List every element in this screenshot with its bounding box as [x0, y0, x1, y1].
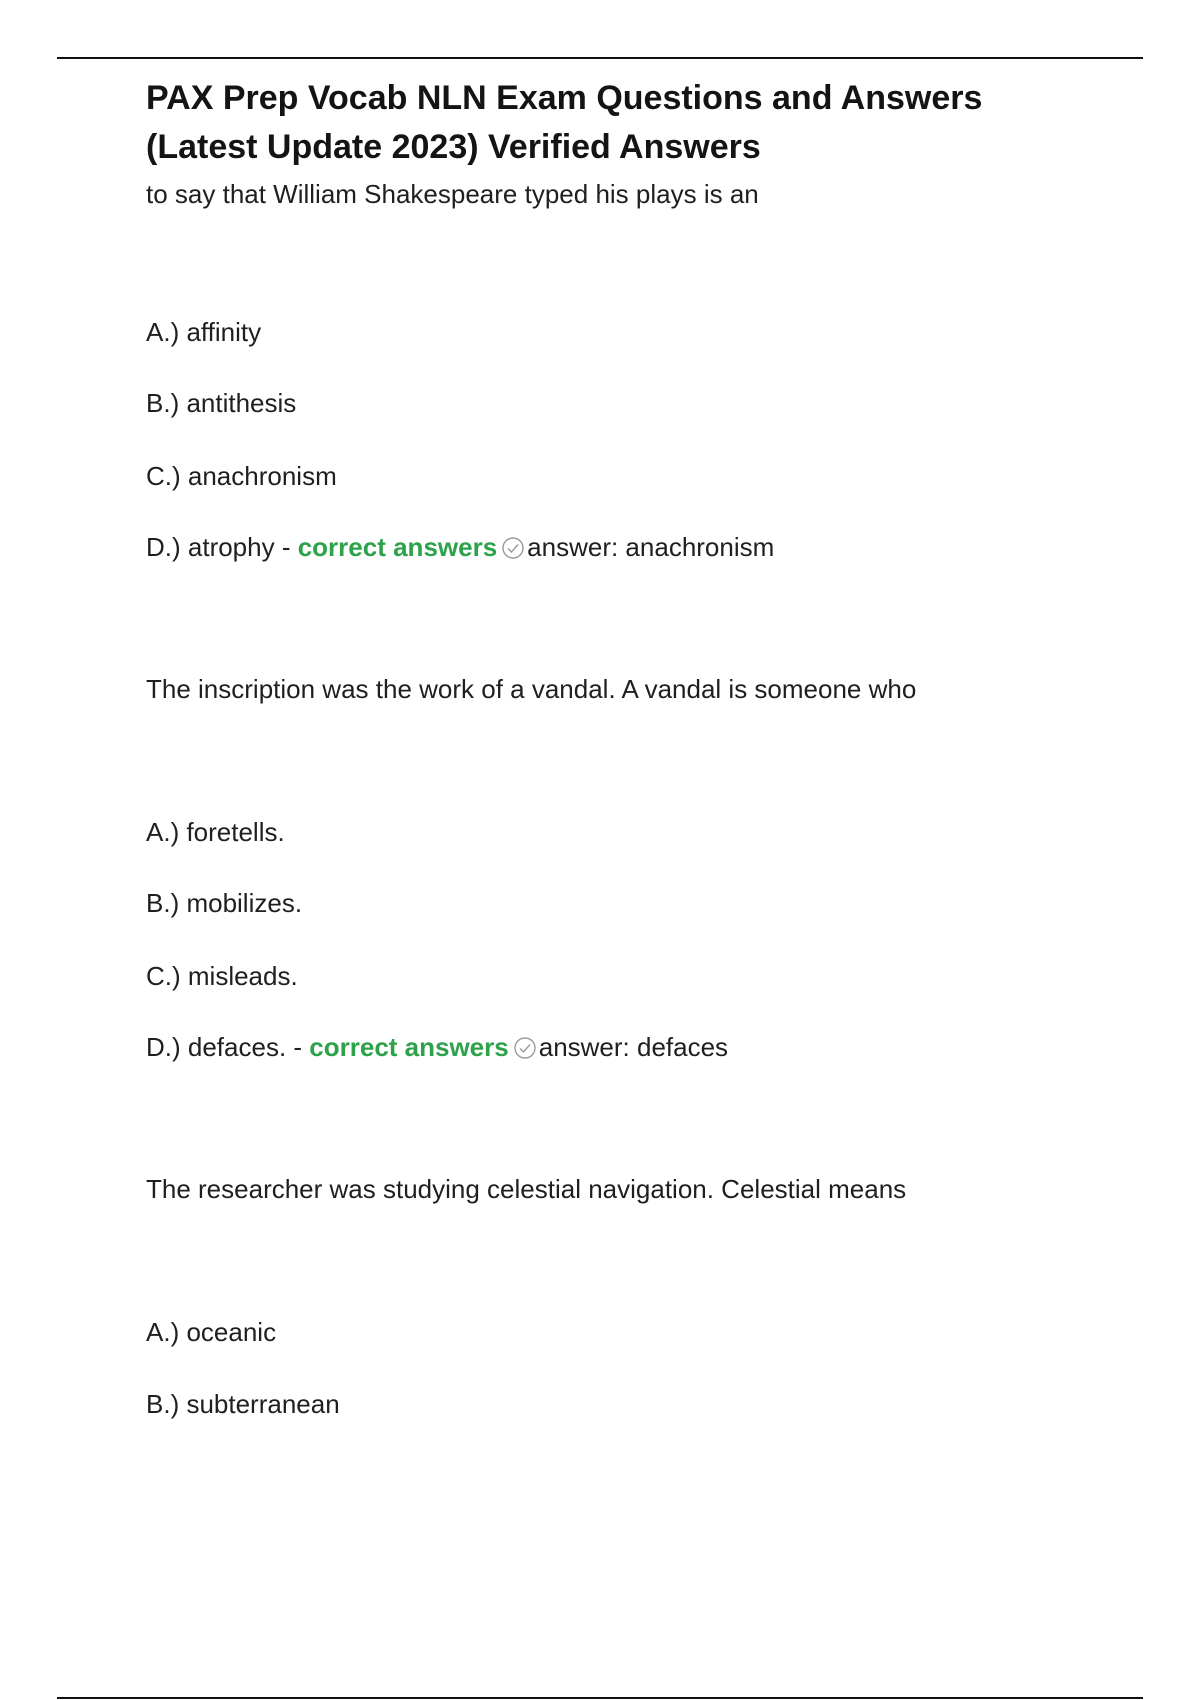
correct-answers-label: correct answers: [297, 532, 498, 562]
question-3-option-b: B.) subterranean: [146, 1389, 340, 1419]
top-rule: [57, 57, 1143, 59]
question-2-option-c: C.) misleads.: [146, 961, 298, 991]
check-circle-icon: [513, 1036, 537, 1060]
question-1-answer: answer: anachronism: [527, 532, 775, 562]
question-1-option-d: D.) atrophy -: [146, 532, 298, 562]
title-line-2: (Latest Update 2023) Verified Answers: [146, 128, 761, 166]
question-1-prompt: to say that William Shakespeare typed his plays is an: [146, 179, 759, 209]
question-2-option-b: B.) mobilizes.: [146, 888, 303, 918]
question-1-option-a: A.) affinity: [146, 317, 262, 347]
document-body: [146, 74, 1106, 1419]
question-3-prompt: The researcher was studying celestial navigation. Celestial means: [146, 1174, 907, 1204]
question-2-option-d: D.) defaces. -: [146, 1032, 310, 1062]
bottom-rule: [57, 1697, 1143, 1699]
correct-answers-label: correct answers: [309, 1032, 509, 1062]
check-circle-icon: [501, 536, 525, 560]
question-2-option-a: A.) foretells.: [146, 817, 285, 847]
question-1-option-c: C.) anachronism: [146, 461, 337, 491]
question-1-option-b: B.) antithesis: [146, 388, 297, 418]
title-line-1: PAX Prep Vocab NLN Exam Questions and Answers: [146, 79, 983, 117]
question-2-option-d-line: [146, 1029, 728, 1065]
question-2-prompt: The inscription was the work of a vandal. A vandal is someone who: [146, 674, 917, 704]
question-3-option-a: A.) oceanic: [146, 1317, 277, 1347]
question-1-option-d-line: [146, 529, 774, 565]
question-2-answer: answer: defaces: [538, 1032, 729, 1062]
document-title: [146, 74, 1106, 172]
